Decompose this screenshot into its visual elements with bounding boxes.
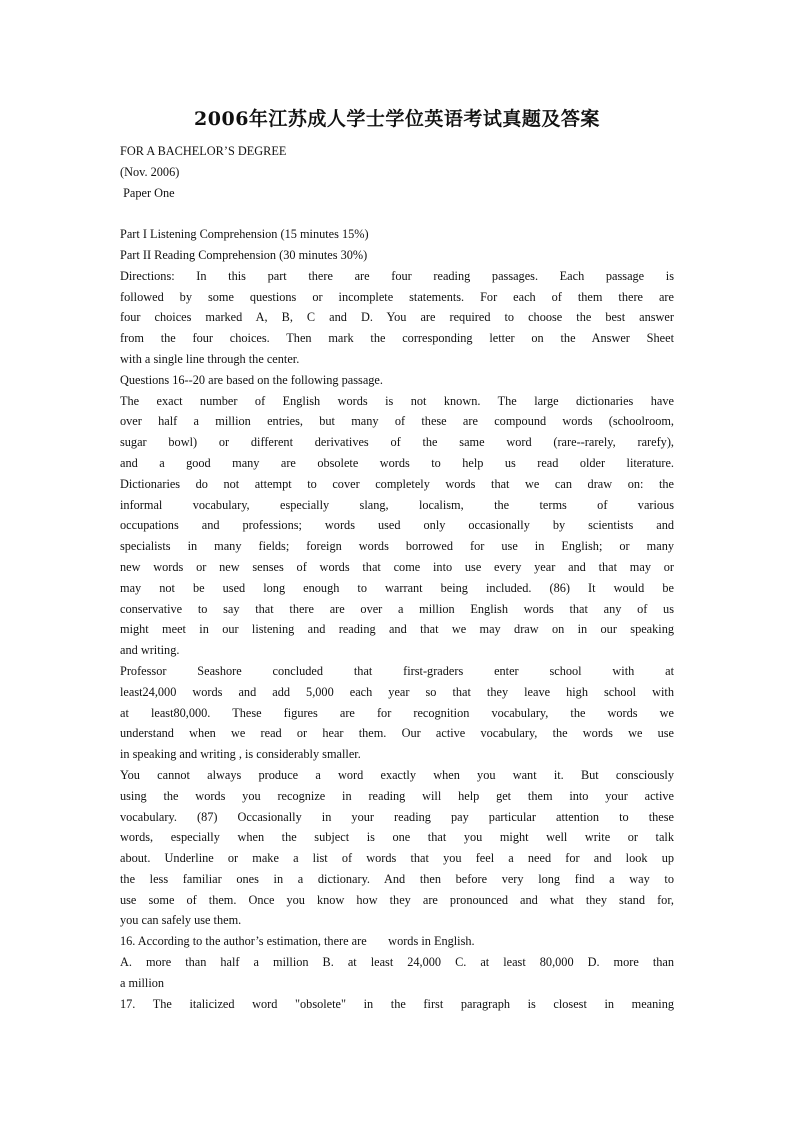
question-17: 17. The italicized word "obsolete" in the first paragraph is closest in meaning xyxy=(120,996,674,1011)
passage-line: The exact number of English words is not known. The large dictionaries have xyxy=(120,393,674,408)
part-heading: Part II Reading Comprehension (30 minutes 30%) xyxy=(120,247,368,262)
passage-line: words, especially when the subject is one that you might well write or talk xyxy=(120,830,674,845)
passage-line: conservative to say that there are over a million English words that any of us xyxy=(120,601,674,616)
passage-line: in speaking and writing , is considerably smaller. xyxy=(120,747,361,762)
passage-line: sugar bowl) or different derivatives of the same word (rare--rarely, rarefy), xyxy=(120,435,674,450)
part-heading: Part I Listening Comprehension (15 minutes 15%) xyxy=(120,227,369,242)
passage-line: the less familiar ones in a dictionary. And then before very long find a way to xyxy=(120,871,674,886)
passage-line: you can safely use them. xyxy=(120,913,242,928)
question-16-options: a million xyxy=(120,975,165,990)
directions-line: Directions: In this part there are four reading passages. Each passage is xyxy=(120,268,674,283)
passage-line: may not be used long enough to warrant being included. (86) It would be xyxy=(120,580,674,595)
question-16-options: A. more than half a million B. at least 24,000 C. at least 80,000 D. more than xyxy=(120,955,674,970)
passage-line: least24,000 words and add 5,000 each year so that they leave high school with xyxy=(120,684,674,699)
directions-line: from the four choices. Then mark the corresponding letter on the Answer Sheet xyxy=(120,331,674,346)
exam-date: (Nov. 2006) xyxy=(120,164,180,179)
passage-line: specialists in many fields; foreign words borrowed for use in English; or many xyxy=(120,539,674,554)
paper-label: Paper One xyxy=(120,185,175,200)
passage-line: might meet in our listening and reading and that we may draw on in our speaking xyxy=(120,622,674,637)
passage-line: new words or new senses of words that come into use every year and that may or xyxy=(120,559,674,574)
directions-line: four choices marked A, B, C and D. You are required to choose the best answer xyxy=(120,310,674,325)
passage-line: vocabulary. (87) Occasionally in your reading pay particular attention to these xyxy=(120,809,674,824)
passage-line: You cannot always produce a word exactly when you want it. But consciously xyxy=(120,767,674,782)
passage-line: using the words you recognize in reading will help get them into your active xyxy=(120,788,674,803)
passage-line: at least80,000. These figures are for recognition vocabulary, the words we xyxy=(120,705,674,720)
spacer xyxy=(120,203,674,224)
passage-line: over half a million entries, but many of these are compound words (schoolroom, xyxy=(120,414,674,429)
directions-line: followed by some questions or incomplete statements. For each of them there are xyxy=(120,289,674,304)
subtitle: FOR A BACHELOR’S DEGREE xyxy=(120,144,287,158)
passage-line: occupations and professions; words used only occasionally by scientists and xyxy=(120,518,674,533)
passage-line: informal vocabulary, especially slang, localism, the terms of various xyxy=(120,497,674,512)
passage-line: Dictionaries do not attempt to cover completely words that we can draw on: the xyxy=(120,476,674,491)
passage-line: about. Underline or make a list of words that you feel a need for and look up xyxy=(120,851,674,866)
passage-line: Professor Seashore concluded that first-graders enter school with at xyxy=(120,663,674,678)
passage-line: and a good many are obsolete words to help us read older literature. xyxy=(120,455,674,470)
directions-line: with a single line through the center. xyxy=(120,351,300,366)
document-title: 2006年江苏成人学士学位英语考试真题及答案 xyxy=(194,108,600,130)
passage-line: and writing. xyxy=(120,643,180,658)
question-16: 16. According to the author’s estimation, there are words in English. xyxy=(120,934,475,949)
passage-line: understand when we read or hear them. Our active vocabulary, the words we use xyxy=(120,726,674,741)
document-body xyxy=(120,141,674,1014)
questions-intro: Questions 16--20 are based on the following passage. xyxy=(120,372,383,387)
passage-line: use some of them. Once you know how they are pronounced and what they stand for, xyxy=(120,892,674,907)
